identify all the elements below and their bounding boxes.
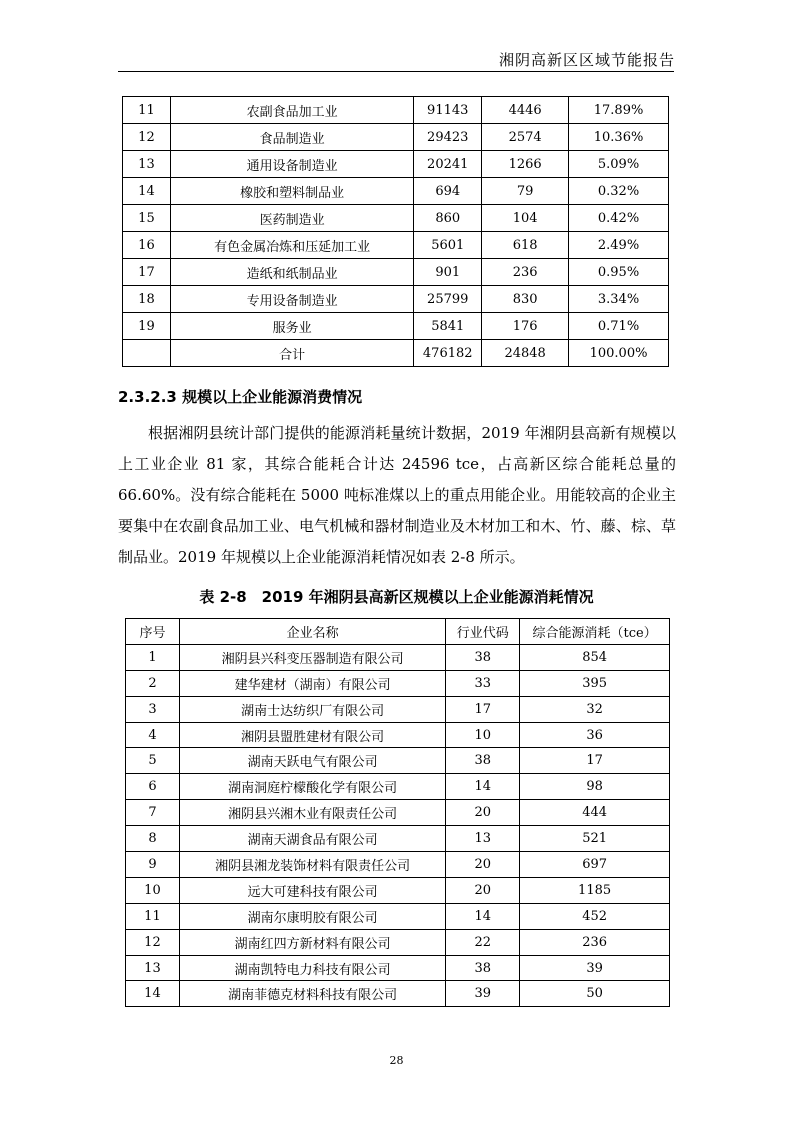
- header-rule: [118, 71, 674, 72]
- table-row: [126, 800, 670, 826]
- table-row: [126, 826, 670, 852]
- table-cell: 29423: [414, 124, 482, 151]
- header-cell: 综合能源消耗（tce）: [520, 619, 670, 645]
- table-cell: 860: [414, 205, 482, 232]
- table-cell: 16: [123, 232, 171, 259]
- table-row: [123, 178, 669, 205]
- table-row: [126, 644, 670, 670]
- table-cell: 38: [446, 748, 520, 774]
- table-cell: 8: [126, 826, 180, 852]
- table-cell: 444: [520, 800, 670, 826]
- table-cell: 合计: [170, 340, 413, 367]
- table-cell: 橡胶和塑料制品业: [170, 178, 413, 205]
- table-cell: 618: [482, 232, 569, 259]
- header-cell: 企业名称: [179, 619, 445, 645]
- table-cell: 98: [520, 774, 670, 800]
- table-cell: 10.36%: [569, 124, 669, 151]
- table-cell: 901: [414, 259, 482, 286]
- table-row: [126, 929, 670, 955]
- table-cell: 13: [123, 151, 171, 178]
- table-row: [126, 903, 670, 929]
- section-heading: 2.3.2.3 规模以上企业能源消费情况: [118, 388, 363, 406]
- table-row: [126, 670, 670, 696]
- table-cell: 1185: [520, 877, 670, 903]
- table-cell: 2574: [482, 124, 569, 151]
- table-cell: 医药制造业: [170, 205, 413, 232]
- table-cell: 2: [126, 670, 180, 696]
- table-cell: 236: [482, 259, 569, 286]
- table-cell: 2.49%: [569, 232, 669, 259]
- table-cell: 14: [126, 981, 180, 1007]
- table-cell: 0.95%: [569, 259, 669, 286]
- table-cell: 39: [520, 955, 670, 981]
- table-row: [123, 340, 669, 367]
- table-cell: 造纸和纸制品业: [170, 259, 413, 286]
- table-cell: 39: [446, 981, 520, 1007]
- table-cell: 697: [520, 852, 670, 878]
- table-cell: 湖南洞庭柠檬酸化学有限公司: [179, 774, 445, 800]
- table-row: [123, 151, 669, 178]
- table-cell: 湖南天湖食品有限公司: [179, 826, 445, 852]
- table-row: [123, 232, 669, 259]
- table-cell: 服务业: [170, 313, 413, 340]
- table-cell: 湖南凯特电力科技有限公司: [179, 955, 445, 981]
- table-cell: 22: [446, 929, 520, 955]
- table-cell: 36: [520, 722, 670, 748]
- table-cell: 湘阴县兴湘木业有限责任公司: [179, 800, 445, 826]
- table-cell: 17: [446, 696, 520, 722]
- table-cell: 农副食品加工业: [170, 97, 413, 124]
- table-cell: 32: [520, 696, 670, 722]
- table-cell: 1: [126, 644, 180, 670]
- table-cell: 694: [414, 178, 482, 205]
- table-cell: 91143: [414, 97, 482, 124]
- table-cell: 通用设备制造业: [170, 151, 413, 178]
- table-cell: 5601: [414, 232, 482, 259]
- table-cell: 50: [520, 981, 670, 1007]
- table-cell: 38: [446, 955, 520, 981]
- table-cell: 79: [482, 178, 569, 205]
- table-cell: 9: [126, 852, 180, 878]
- table-cell: 10: [446, 722, 520, 748]
- table-cell: [123, 340, 171, 367]
- table-row: [123, 97, 669, 124]
- table-cell: 176: [482, 313, 569, 340]
- table-row: [123, 205, 669, 232]
- table-cell: 3: [126, 696, 180, 722]
- table-cell: 33: [446, 670, 520, 696]
- table-cell: 17: [123, 259, 171, 286]
- table-row: [123, 259, 669, 286]
- table-cell: 食品制造业: [170, 124, 413, 151]
- table-cell: 521: [520, 826, 670, 852]
- table-cell: 20: [446, 800, 520, 826]
- table-row: [126, 748, 670, 774]
- table-cell: 25799: [414, 286, 482, 313]
- table-cell: 5841: [414, 313, 482, 340]
- table-cell: 湖南红四方新材料有限公司: [179, 929, 445, 955]
- table-row: [126, 877, 670, 903]
- table-cell: 有色金属冶炼和压延加工业: [170, 232, 413, 259]
- table-cell: 13: [126, 955, 180, 981]
- table-row: [126, 955, 670, 981]
- table-cell: 17: [520, 748, 670, 774]
- table-cell: 236: [520, 929, 670, 955]
- table-row: [126, 722, 670, 748]
- table-row: [123, 124, 669, 151]
- table-cell: 14: [446, 903, 520, 929]
- table-cell: 12: [123, 124, 171, 151]
- table-cell: 4446: [482, 97, 569, 124]
- table-cell: 19: [123, 313, 171, 340]
- table-cell: 湘阴县兴科变压器制造有限公司: [179, 644, 445, 670]
- table-cell: 830: [482, 286, 569, 313]
- table-cell: 476182: [414, 340, 482, 367]
- header-cell: 行业代码: [446, 619, 520, 645]
- table-cell: 0.42%: [569, 205, 669, 232]
- table-row: [126, 852, 670, 878]
- table-caption: 表 2-8 2019 年湘阴县高新区规模以上企业能源消耗情况: [199, 588, 594, 606]
- table-cell: 湖南尔康明胶有限公司: [179, 903, 445, 929]
- table-cell: 远大可建科技有限公司: [179, 877, 445, 903]
- table-cell: 5.09%: [569, 151, 669, 178]
- table-row: [126, 981, 670, 1007]
- table-cell: 104: [482, 205, 569, 232]
- table-row: [123, 286, 669, 313]
- table-cell: 湘阴县湘龙装饰材料有限责任公司: [179, 852, 445, 878]
- header-cell: 序号: [126, 619, 180, 645]
- table-cell: 12: [126, 929, 180, 955]
- table-cell: 4: [126, 722, 180, 748]
- table-cell: 15: [123, 205, 171, 232]
- industry-energy-table: [122, 96, 669, 367]
- table-cell: 湖南菲德克材料科技有限公司: [179, 981, 445, 1007]
- page-number: 28: [389, 1054, 404, 1067]
- table-cell: 专用设备制造业: [170, 286, 413, 313]
- body-paragraph: 根据湘阴县统计部门提供的能源消耗量统计数据，2019 年湘阴县高新有规模以上工业企业 81 家，其综合能耗合计达 24596 tce，占高新区综合能耗总量的 66.60%。没有综合能耗在 5000 吨标准煤以上的重点用能企业。用能较高的企业主要集中在农副食品加工业、电气机械和器材制造业及木材加工和木、竹、藤、棕、草制品业。2019 年规模以上企业能源消耗情况如表 2-8 所示。: [118, 424, 676, 566]
- table-cell: 3.34%: [569, 286, 669, 313]
- table-cell: 395: [520, 670, 670, 696]
- table-cell: 5: [126, 748, 180, 774]
- table-cell: 854: [520, 644, 670, 670]
- table-cell: 38: [446, 644, 520, 670]
- table-cell: 13: [446, 826, 520, 852]
- table-row: [126, 696, 670, 722]
- table-cell: 11: [126, 903, 180, 929]
- table-row: [123, 313, 669, 340]
- table-cell: 1266: [482, 151, 569, 178]
- table-cell: 建华建材（湖南）有限公司: [179, 670, 445, 696]
- running-header-title: 湘阴高新区区域节能报告: [498, 51, 675, 69]
- table-cell: 0.71%: [569, 313, 669, 340]
- table-cell: 湖南士达纺织厂有限公司: [179, 696, 445, 722]
- table-header-row: [126, 619, 670, 645]
- table-cell: 14: [123, 178, 171, 205]
- table-row: [126, 774, 670, 800]
- table-cell: 7: [126, 800, 180, 826]
- table-cell: 18: [123, 286, 171, 313]
- table-cell: 17.89%: [569, 97, 669, 124]
- table-cell: 20241: [414, 151, 482, 178]
- table-cell: 6: [126, 774, 180, 800]
- enterprise-energy-table: [125, 618, 670, 1007]
- table-cell: 10: [126, 877, 180, 903]
- table-cell: 湘阴县盟胜建材有限公司: [179, 722, 445, 748]
- table-cell: 11: [123, 97, 171, 124]
- table-cell: 452: [520, 903, 670, 929]
- table-cell: 湖南天跃电气有限公司: [179, 748, 445, 774]
- table-cell: 20: [446, 877, 520, 903]
- table-cell: 100.00%: [569, 340, 669, 367]
- table-cell: 14: [446, 774, 520, 800]
- table-cell: 0.32%: [569, 178, 669, 205]
- table-cell: 20: [446, 852, 520, 878]
- table-cell: 24848: [482, 340, 569, 367]
